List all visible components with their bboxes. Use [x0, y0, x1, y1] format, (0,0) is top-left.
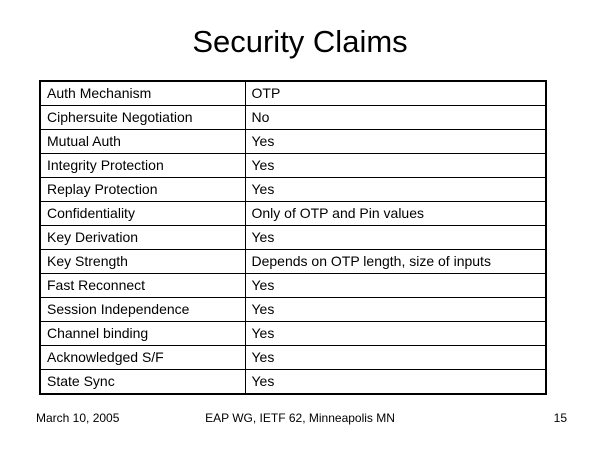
- claim-property: State Sync: [40, 370, 245, 395]
- claim-property: Mutual Auth: [40, 130, 245, 154]
- claim-property: Confidentiality: [40, 202, 245, 226]
- security-claims-table: [39, 80, 547, 395]
- table-row: [40, 202, 546, 226]
- table-row: [40, 322, 546, 346]
- claim-value: OTP: [245, 81, 546, 106]
- table-row: [40, 130, 546, 154]
- table-row: [40, 178, 546, 202]
- claim-value: Yes: [245, 178, 546, 202]
- claim-property: Channel binding: [40, 322, 245, 346]
- claim-value: Yes: [245, 226, 546, 250]
- claim-property: Key Strength: [40, 250, 245, 274]
- table-row: [40, 154, 546, 178]
- claim-value: Yes: [245, 298, 546, 322]
- claim-value: No: [245, 106, 546, 130]
- claim-property: Session Independence: [40, 298, 245, 322]
- claim-property: Ciphersuite Negotiation: [40, 106, 245, 130]
- table-row: [40, 250, 546, 274]
- footer-date: March 10, 2005: [36, 411, 120, 425]
- claim-property: Fast Reconnect: [40, 274, 245, 298]
- claim-property: Integrity Protection: [40, 154, 245, 178]
- claim-property: Key Derivation: [40, 226, 245, 250]
- claim-property: Replay Protection: [40, 178, 245, 202]
- claim-value: Yes: [245, 154, 546, 178]
- claim-property: Auth Mechanism: [40, 81, 245, 106]
- table-row: [40, 370, 546, 395]
- claim-value: Depends on OTP length, size of inputs: [245, 250, 546, 274]
- claim-value: Yes: [245, 130, 546, 154]
- table-row: [40, 226, 546, 250]
- claim-value: Yes: [245, 322, 546, 346]
- claim-value: Yes: [245, 274, 546, 298]
- table-row: [40, 81, 546, 106]
- claim-value: Yes: [245, 370, 546, 395]
- claim-value: Yes: [245, 346, 546, 370]
- table-row: [40, 346, 546, 370]
- claim-property: Acknowledged S/F: [40, 346, 245, 370]
- slide-title: Security Claims: [192, 24, 408, 59]
- footer-event: EAP WG, IETF 62, Minneapolis MN: [205, 411, 395, 425]
- claim-value: Only of OTP and Pin values: [245, 202, 546, 226]
- table-row: [40, 298, 546, 322]
- table-row: [40, 274, 546, 298]
- page-number: 15: [553, 411, 567, 425]
- table-row: [40, 106, 546, 130]
